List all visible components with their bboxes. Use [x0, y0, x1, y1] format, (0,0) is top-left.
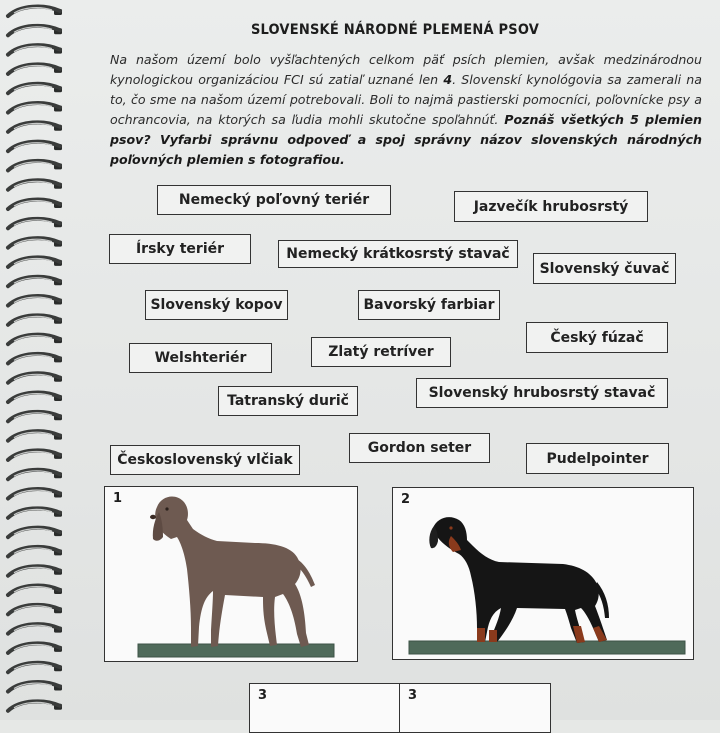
- photo-number-2: 2: [401, 492, 411, 507]
- breed-label-nemecky-kratkosrsty-stavac[interactable]: Nemecký krátkosrstý stavač: [278, 240, 518, 268]
- breed-label-irsky-terier[interactable]: Írsky teriér: [109, 234, 251, 264]
- breed-label-slovensky-kopov[interactable]: Slovenský kopov: [145, 290, 288, 320]
- photo-number-3b: 3: [408, 688, 418, 703]
- task-instruction: Poznáš všetkých 5 plemien psov? Vyfarbi správnu odpoveď a spoj správny názov slovenských národných poľovných plemien s fotografiou.: [110, 112, 703, 167]
- intro-paragraph: [110, 50, 702, 170]
- photo-box-2[interactable]: [392, 487, 694, 660]
- dog-photo-1: [105, 487, 356, 660]
- page-title: SLOVENSKÉ NÁRODNÉ PLEMENÁ PSOV: [250, 22, 540, 38]
- photo-box-1[interactable]: [104, 486, 358, 662]
- intro-text-1: Na našom území bolo vyšľachtených celkom päť psích plemien, avšak medzinárodnou kynologickou organizáciou FCI sú zatiaľ uznané len: [110, 52, 702, 87]
- mat: [409, 641, 685, 654]
- dog-2-eye: [449, 526, 452, 529]
- intro-text-2: . Slovenskí kynológovia sa zamerali na to, čo sme na našom území potrebovali. Boli to najmä pastierski pomocníci, poľovnícke psy a ochrancovia, na ktorých sa ľudia mohli skutočne spoľahnúť.: [110, 72, 702, 127]
- breed-label-gordon-seter[interactable]: Gordon seter: [349, 433, 490, 463]
- breed-label-bavorsky-farbiar[interactable]: Bavorský farbiar: [358, 290, 500, 320]
- breed-label-nemecky-polovny-terier[interactable]: Nemecký poľovný teriér: [157, 185, 391, 215]
- breed-label-cesky-fuzac[interactable]: Český fúzač: [526, 322, 668, 353]
- spiral-binding: [0, 0, 90, 720]
- breed-label-jazvecik-hrubosrsty[interactable]: Jazvečík hrubosrstý: [454, 191, 648, 222]
- dog-1-figure: [153, 496, 315, 647]
- breed-label-tatransky-duric[interactable]: Tatranský durič: [218, 386, 358, 416]
- photo-number-3a: 3: [258, 688, 268, 703]
- breed-label-slovensky-hrubosrsty-stavac[interactable]: Slovenský hrubosrstý stavač: [416, 378, 668, 408]
- breed-label-ceskoslovensky-vlciak[interactable]: Československý vlčiak: [110, 445, 300, 475]
- dog-1-nose: [150, 515, 156, 519]
- breed-label-zlaty-retriver[interactable]: Zlatý retríver: [311, 337, 451, 367]
- breed-label-pudelpointer[interactable]: Pudelpointer: [526, 443, 669, 474]
- breed-label-slovensky-cuvac[interactable]: Slovenský čuvač: [533, 253, 676, 284]
- recognized-count: 4: [443, 72, 453, 87]
- dog-photo-2: [393, 488, 692, 658]
- photo-box-3a[interactable]: [249, 683, 401, 733]
- photo-number-1: 1: [113, 491, 123, 506]
- breed-label-welshterier[interactable]: Welshteriér: [129, 343, 272, 373]
- dog-2-figure: [429, 517, 609, 643]
- photo-box-3b[interactable]: [399, 683, 551, 733]
- dog-1-eye: [165, 507, 168, 510]
